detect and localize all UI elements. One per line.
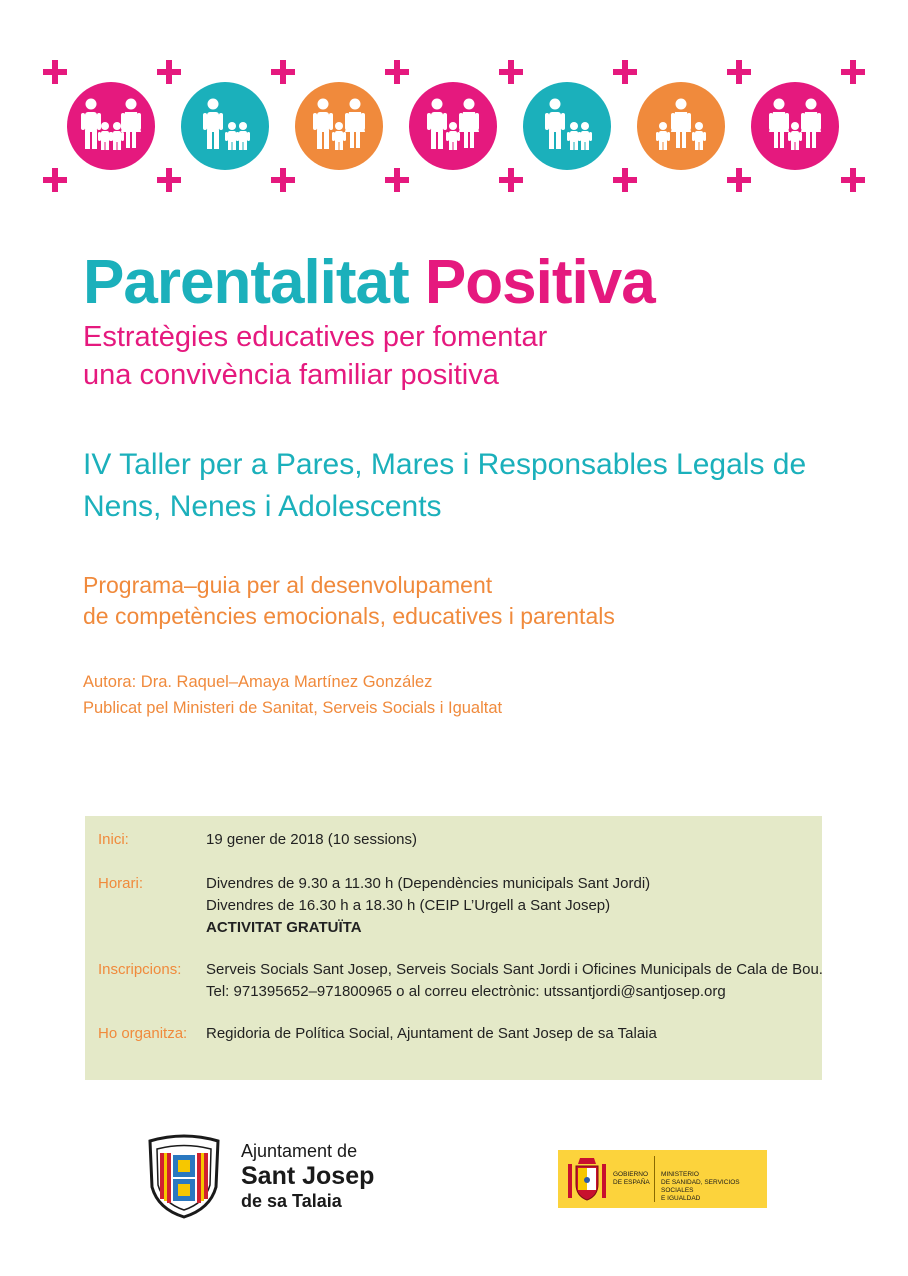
plus-icon — [43, 60, 67, 84]
family-circle — [637, 82, 725, 170]
horari-value — [206, 873, 650, 939]
plus-icon — [157, 168, 181, 192]
inici-label: Inici: — [98, 831, 129, 848]
family-circle — [67, 82, 155, 170]
author-line-1: Autora: Dra. Raquel–Amaya Martínez González — [83, 673, 433, 691]
inscripcions-value — [206, 959, 823, 1003]
plus-icon — [613, 168, 637, 192]
family-two-mothers-one-kid-icon — [751, 82, 839, 170]
subtitle-line-2: una convivència familiar positiva — [83, 359, 499, 391]
program-line-2: de competències emocionals, educatives i parentals — [83, 603, 615, 629]
inici-date: 19 gener de 2018 (10 sessions) — [206, 831, 417, 848]
horari-line-2: Divendres de 16.30 h a 18.30 h (CEIP L’Urgell a Sant Josep) — [206, 897, 611, 914]
organitza-value — [206, 1023, 657, 1045]
title-part-1: Parentalitat — [83, 248, 409, 317]
free-activity-note: ACTIVITAT GRATUÏTA — [206, 919, 362, 936]
program-line-1: Programa–guia per al desenvolupament — [83, 572, 493, 598]
horari-label: Horari: — [98, 875, 144, 892]
gobierno-logo — [558, 1150, 767, 1208]
inscripcions-line-2: Tel: 971395652–971800965 o al correu electrònic: utssantjordi@santjosep.org — [206, 983, 726, 1000]
plus-icon — [271, 60, 295, 84]
plus-icon — [385, 60, 409, 84]
organitza-text: Regidoria de Política Social, Ajuntament de Sant Josep de sa Talaia — [206, 1025, 657, 1042]
subtitle-line-1: Estratègies educatives per fomentar — [83, 321, 548, 353]
plus-icon — [613, 60, 637, 84]
family-circle — [181, 82, 269, 170]
plus-icon — [841, 60, 865, 84]
plus-icon — [43, 168, 67, 192]
plus-icon — [385, 168, 409, 192]
plus-icon — [841, 168, 865, 192]
inici-value — [206, 829, 417, 851]
gobierno-divider — [654, 1156, 655, 1202]
author-line-2: Publicat pel Ministeri de Sanitat, Serveis Socials i Igualtat — [83, 699, 503, 717]
spain-coat-of-arms-icon — [566, 1156, 608, 1202]
family-circle — [295, 82, 383, 170]
ajuntament-logo — [140, 1133, 400, 1223]
ajuntament-line-2: Sant Josep — [241, 1162, 375, 1190]
family-mother-two-kids-icon — [637, 82, 725, 170]
subtitle — [83, 318, 547, 394]
page-title — [83, 248, 655, 318]
plus-icon — [157, 60, 181, 84]
family-two-parents-two-kids-icon — [67, 82, 155, 170]
title-part-2: Positiva — [424, 248, 655, 317]
plus-icon — [499, 168, 523, 192]
inscripcions-label: Inscripcions: — [98, 961, 182, 978]
bottom-plus-row — [0, 168, 908, 198]
plus-icon — [499, 60, 523, 84]
plus-icon — [271, 168, 295, 192]
family-two-parents-one-kid-icon — [295, 82, 383, 170]
family-father-two-kids-icon — [523, 82, 611, 170]
family-father-two-kids-icon — [181, 82, 269, 170]
ministerio-text: MINISTERIO DE SANIDAD, SERVICIOS SOCIALES E IGUALDAD — [661, 1171, 740, 1202]
family-two-parents-one-kid-icon — [409, 82, 497, 170]
workshop-line-1: IV Taller per a Pares, Mares i Responsables Legals de — [83, 448, 807, 481]
family-circle — [409, 82, 497, 170]
ajuntament-line-3: de sa Talaia — [241, 1191, 342, 1211]
plus-icon — [727, 168, 751, 192]
gobierno-text: GOBIERNO DE ESPAÑA — [613, 1171, 650, 1186]
inscripcions-line-1: Serveis Socials Sant Josep, Serveis Socials Sant Jordi i Oficines Municipals de Cala de Bou. — [206, 961, 823, 978]
program-description — [83, 570, 615, 632]
organitza-label: Ho organitza: — [98, 1025, 188, 1042]
family-circle — [523, 82, 611, 170]
ajuntament-line-1: Ajuntament de — [241, 1141, 358, 1161]
horari-line-1: Divendres de 9.30 a 11.30 h (Dependències municipals Sant Jordi) — [206, 875, 651, 892]
author-credits — [83, 669, 502, 721]
ajuntament-name — [241, 1140, 374, 1212]
ajuntament-shield-icon — [140, 1133, 228, 1221]
family-circle — [751, 82, 839, 170]
plus-icon — [727, 60, 751, 84]
workshop-heading — [83, 444, 806, 528]
info-box — [85, 816, 822, 1080]
workshop-line-2: Nens, Nenes i Adolescents — [83, 490, 442, 523]
